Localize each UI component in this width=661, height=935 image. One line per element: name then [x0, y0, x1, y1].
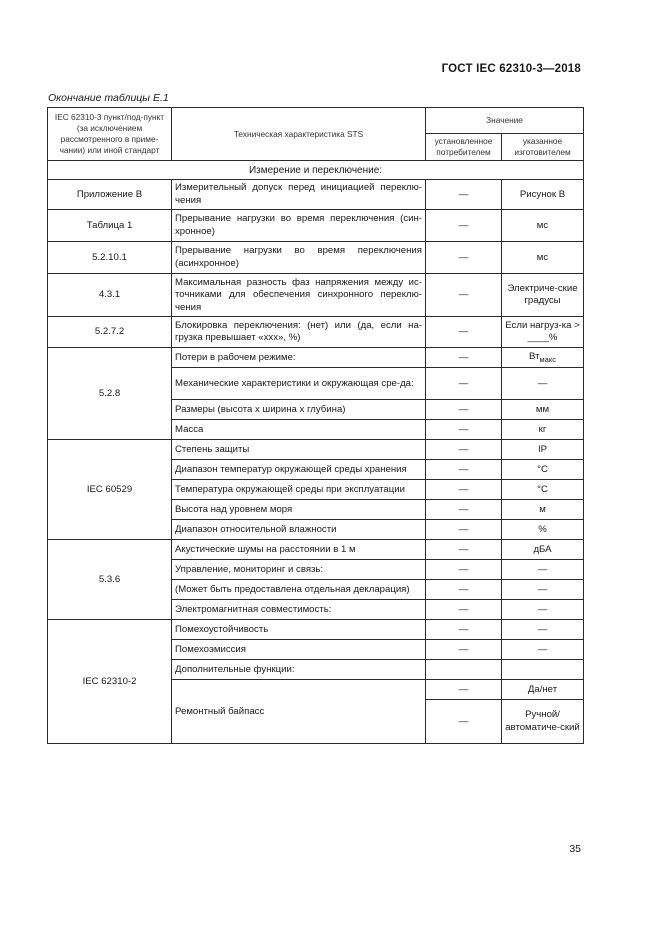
user-value-cell: — — [426, 317, 502, 348]
user-value-cell: — — [426, 500, 502, 520]
table-row — [48, 274, 584, 317]
user-value-cell: — — [426, 680, 502, 700]
user-value-cell — [426, 660, 502, 680]
user-value-cell: — — [426, 600, 502, 620]
maker-value-unit: Вт — [529, 351, 540, 362]
section-title: Измерение и переключение: — [48, 161, 584, 180]
characteristic-cell: Степень защиты — [172, 440, 426, 460]
user-value-cell: — — [426, 700, 502, 744]
user-value-cell: — — [426, 242, 502, 274]
maker-value-cell: Если нагруз-ка > ____% — [502, 317, 584, 348]
maker-value-cell — [502, 660, 584, 680]
characteristic-cell: Диапазон температур окружающей среды хранения — [172, 460, 426, 480]
characteristic-cell: Управление, мониторинг и связь: — [172, 560, 426, 580]
user-value-cell: — — [426, 460, 502, 480]
table-caption: Окончание таблицы Е.1 — [48, 92, 169, 104]
characteristic-cell: Прерывание нагрузки во время переключения (асинхронное) — [172, 242, 426, 274]
header-maker-column: указанное изготовителем — [502, 134, 584, 161]
ref-cell: Приложение В — [48, 180, 172, 210]
characteristic-cell: Максимальная разность фаз напряжения между ис-точниками для обеспечения синхронного переклю-чения — [172, 274, 426, 317]
user-value-cell: — — [426, 348, 502, 368]
characteristic-cell: (Может быть предоставлена отдельная декларация) — [172, 580, 426, 600]
ref-cell: IEC 60529 — [48, 440, 172, 540]
characteristic-cell: Помехоустойчивость — [172, 620, 426, 640]
user-value-cell: — — [426, 368, 502, 400]
maker-value-cell: м — [502, 500, 584, 520]
characteristic-cell: Блокировка переключения: (нет) или (да, если на-грузка превышает «ххх», %) — [172, 317, 426, 348]
ref-cell: 5.2.8 — [48, 348, 172, 440]
user-value-cell: — — [426, 580, 502, 600]
characteristic-cell: Механические характеристики и окружающая сре-да: — [172, 368, 426, 400]
table-row — [48, 317, 584, 348]
spec-table — [47, 107, 584, 744]
characteristic-cell: Масса — [172, 420, 426, 440]
page-number: 35 — [569, 843, 581, 855]
header-characteristic-column: Техническая характеристика STS — [172, 108, 426, 161]
maker-value-cell: — — [502, 580, 584, 600]
characteristic-cell: Помехоэмиссия — [172, 640, 426, 660]
maker-value-cell: °С — [502, 480, 584, 500]
user-value-cell: — — [426, 180, 502, 210]
characteristic-cell: Измерительный допуск перед инициацией переклю-чения — [172, 180, 426, 210]
maker-value-cell: Да/нет — [502, 680, 584, 700]
user-value-cell: — — [426, 420, 502, 440]
characteristic-cell: Прерывание нагрузки во время переключения (син-хронное) — [172, 210, 426, 242]
maker-value-cell: % — [502, 520, 584, 540]
characteristic-cell: Потери в рабочем режиме: — [172, 348, 426, 368]
maker-value-cell: дБА — [502, 540, 584, 560]
maker-value-cell — [502, 348, 584, 368]
user-value-cell: — — [426, 620, 502, 640]
table-row — [48, 210, 584, 242]
user-value-cell: — — [426, 440, 502, 460]
table-row — [48, 440, 584, 460]
maker-value-cell: — — [502, 640, 584, 660]
characteristic-cell: Ремонтный байпасс — [172, 680, 426, 744]
characteristic-cell: Высота над уровнем моря — [172, 500, 426, 520]
characteristic-cell: Размеры (высота х ширина х глубина) — [172, 400, 426, 420]
ref-cell: 5.2.10.1 — [48, 242, 172, 274]
header-value-column: Значение — [426, 108, 584, 134]
user-value-cell: — — [426, 520, 502, 540]
user-value-cell: — — [426, 640, 502, 660]
user-value-cell: — — [426, 210, 502, 242]
maker-value-subscript: макс — [539, 355, 556, 364]
header-user-column: установленное потребителем — [426, 134, 502, 161]
ref-cell: Таблица 1 — [48, 210, 172, 242]
characteristic-cell: Электромагнитная совместимость: — [172, 600, 426, 620]
maker-value-cell: мм — [502, 400, 584, 420]
maker-value-cell: IP — [502, 440, 584, 460]
user-value-cell: — — [426, 480, 502, 500]
maker-value-cell: Электриче-ские градусы — [502, 274, 584, 317]
ref-cell: 5.3.6 — [48, 540, 172, 620]
table-row — [48, 180, 584, 210]
maker-value-cell: °С — [502, 460, 584, 480]
table-row — [48, 620, 584, 640]
maker-value-cell: — — [502, 368, 584, 400]
user-value-cell: — — [426, 540, 502, 560]
maker-value-cell: мс — [502, 242, 584, 274]
document-code: ГОСТ IEC 62310-3—2018 — [441, 63, 581, 75]
table-row — [48, 348, 584, 368]
characteristic-cell: Дополнительные функции: — [172, 660, 426, 680]
ref-cell: IEC 62310-2 — [48, 620, 172, 744]
ref-cell: 5.2.7.2 — [48, 317, 172, 348]
maker-value-cell: — — [502, 600, 584, 620]
characteristic-cell: Диапазон относительной влажности — [172, 520, 426, 540]
maker-value-cell: Ручной/ автоматиче-ский — [502, 700, 584, 744]
table-row — [48, 540, 584, 560]
user-value-cell: — — [426, 274, 502, 317]
maker-value-cell: — — [502, 620, 584, 640]
user-value-cell: — — [426, 400, 502, 420]
maker-value-cell: кг — [502, 420, 584, 440]
table-row — [48, 242, 584, 274]
characteristic-cell: Акустические шумы на расстоянии в 1 м — [172, 540, 426, 560]
header-ref-column: IEC 62310-3 пункт/под-пункт (за исключением рассмотренного в приме-чании) или иной стандарт — [48, 108, 172, 161]
characteristic-cell: Температура окружающей среды при эксплуатации — [172, 480, 426, 500]
maker-value-cell: Рисунок В — [502, 180, 584, 210]
maker-value-cell: — — [502, 560, 584, 580]
user-value-cell: — — [426, 560, 502, 580]
maker-value-cell: мс — [502, 210, 584, 242]
ref-cell: 4.3.1 — [48, 274, 172, 317]
